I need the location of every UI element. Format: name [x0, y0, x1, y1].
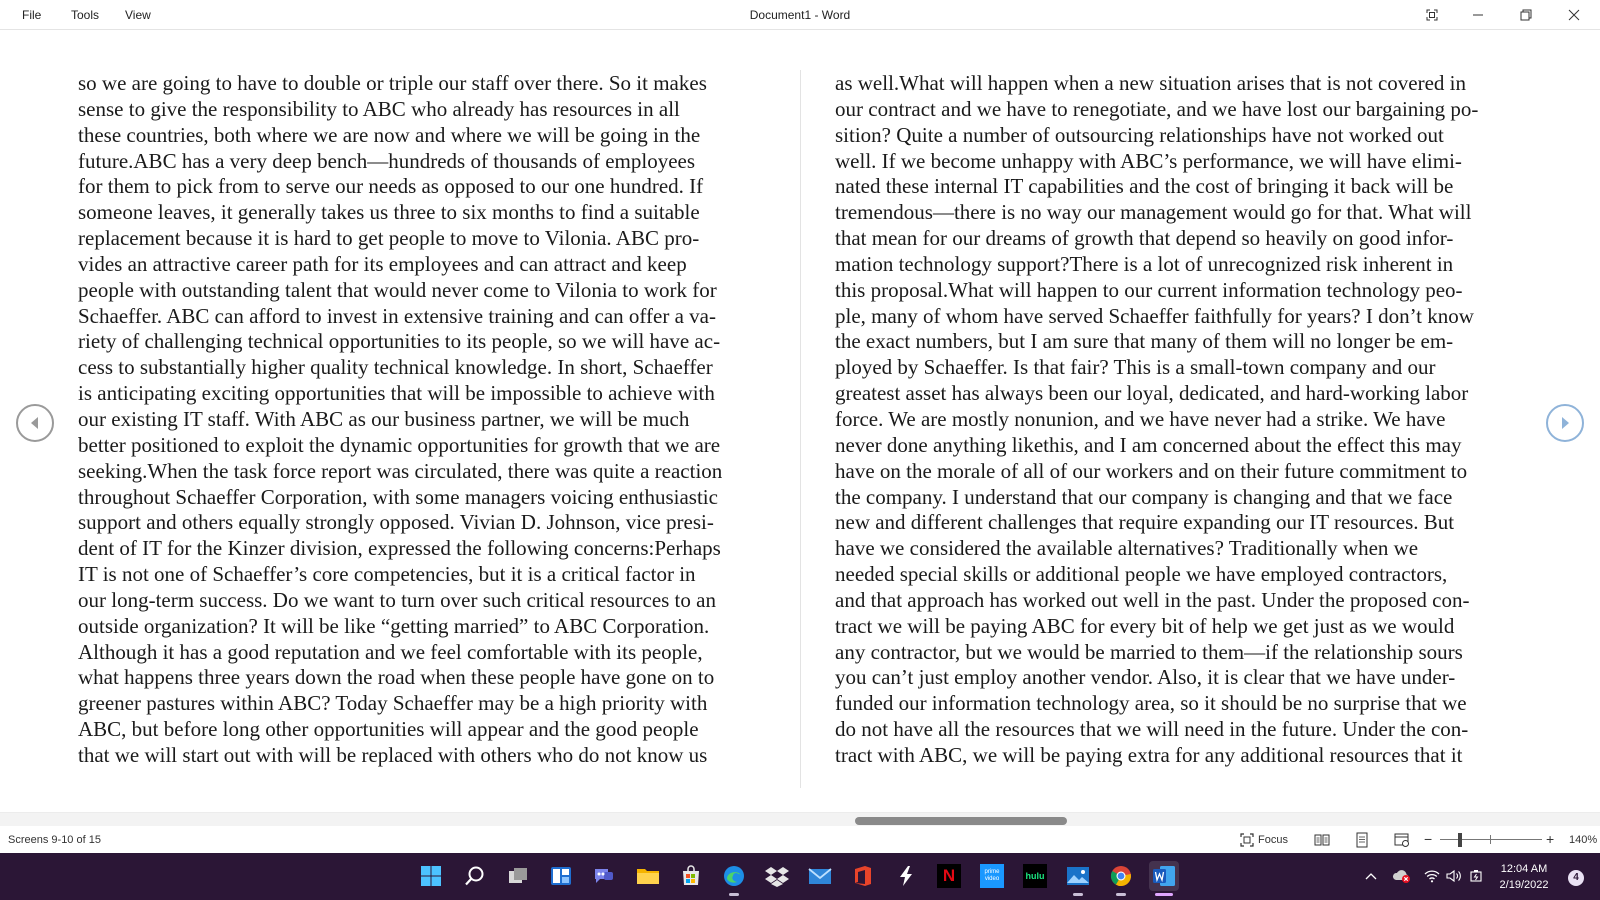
- text-line: that we will start out with will be replaced with others who do not know us: [78, 742, 708, 767]
- text-line: vides an attractive career path for its employees and can attract and keep: [78, 251, 687, 276]
- running-indicator: [729, 893, 739, 896]
- horizontal-scrollbar[interactable]: [0, 812, 1600, 826]
- zoom-out-button[interactable]: −: [1424, 831, 1433, 847]
- text-line: our existing IT staff. With ABC as our business partner, we will be much: [78, 406, 690, 431]
- text-line: these countries, both where we are now and where we will be going in the: [78, 122, 701, 147]
- focus-icon: [1240, 833, 1254, 847]
- mail-button[interactable]: [805, 861, 835, 891]
- prime-video-button[interactable]: [977, 861, 1007, 891]
- text-line: the company. I understand that our company is changing and that we face: [835, 484, 1453, 509]
- zoom-slider-thumb[interactable]: [1458, 833, 1462, 847]
- text-line: future.ABC has a very deep bench—hundreds of thousands of employees: [78, 148, 696, 173]
- text-line: riety of challenging technical opportunities to its people, so we will have ac-: [78, 329, 721, 354]
- window-title: Document1 - Word: [749, 8, 851, 22]
- edge-icon: [722, 864, 746, 888]
- text-line: well. If we become unhappy with ABC’s performance, we will have elimi-: [835, 148, 1462, 173]
- text-line: so we are going to have to double or triple our staff over there. So it makes: [78, 71, 707, 95]
- text-line: and that approach has worked out well in the past. Under the proposed con-: [835, 587, 1470, 612]
- zoom-slider-track[interactable]: [1440, 839, 1542, 840]
- battery-charging-icon: [1468, 869, 1484, 883]
- text-line: sense to give the responsibility to ABC who already has resources in all: [78, 96, 680, 121]
- fullscreen-icon: [1426, 9, 1438, 21]
- speaker-icon: [1446, 869, 1462, 883]
- netflix-button[interactable]: [934, 861, 964, 891]
- text-line: ployed by Schaeffer. Is that fair? This is a small-town company and our: [835, 355, 1436, 380]
- fullscreen-button[interactable]: [1409, 0, 1455, 30]
- chrome-button[interactable]: [1106, 861, 1136, 891]
- search-button[interactable]: [460, 861, 490, 891]
- prime-video-icon: prime video: [980, 864, 1004, 888]
- page-column-left: [78, 71, 768, 771]
- chat-icon: [593, 865, 615, 887]
- text-line: for them to pick from to serve our needs as opposed to our one hundred. If: [78, 174, 704, 199]
- lightning-icon: [896, 865, 916, 887]
- text-line: you can’t just employ another vendor. Also, it is clear that we have under-: [835, 665, 1456, 690]
- page-icon: [1355, 832, 1369, 848]
- system-clock[interactable]: [1484, 861, 1564, 893]
- text-line: better positioned to exploit the dynamic opportunities for growth that we are: [78, 432, 721, 457]
- web-layout-icon: [1394, 832, 1410, 848]
- word-icon: [1152, 865, 1176, 887]
- zoom-slider-midmark: [1490, 835, 1491, 844]
- text-line: is anticipating exciting opportunities that will be impossible to achieve with: [78, 381, 715, 406]
- print-layout-button[interactable]: [1353, 831, 1371, 849]
- text-line: that mean for our dreams of growth that depend so heavily on good infor-: [835, 226, 1454, 251]
- text-line: needed special skills or additional people we have employed contractors,: [835, 562, 1448, 587]
- menu-view[interactable]: View: [125, 8, 151, 22]
- close-button[interactable]: [1551, 0, 1597, 30]
- minimize-icon: [1472, 9, 1484, 21]
- start-button[interactable]: [416, 861, 446, 891]
- hulu-button[interactable]: [1020, 861, 1050, 891]
- notification-badge[interactable]: 4: [1568, 870, 1584, 886]
- taskbar: [0, 853, 1600, 900]
- office-button[interactable]: [848, 861, 878, 891]
- text-line: Although it has a good reputation and we feel comfortable with its people,: [78, 639, 703, 664]
- clock-date: 2/19/2022: [1499, 879, 1549, 891]
- text-line: mation technology support?There is a lot of unrecognized risk inherent in: [835, 251, 1454, 276]
- running-indicator: [1073, 893, 1083, 896]
- widgets-button[interactable]: [546, 861, 576, 891]
- clock-time: 12:04 AM: [1500, 863, 1548, 875]
- minimize-button[interactable]: [1455, 0, 1501, 30]
- text-line: the exact numbers, but I am sure that many of them will no longer be em-: [835, 329, 1454, 354]
- cloud-error-icon: [1392, 868, 1412, 884]
- text-line: force. We are mostly nonunion, and we have never had a strike. We have: [835, 406, 1446, 431]
- widgets-icon: [550, 865, 572, 887]
- triangle-right-icon: [1559, 416, 1571, 430]
- photos-icon: [1066, 865, 1090, 887]
- edge-button[interactable]: [719, 861, 749, 891]
- netflix-icon: N: [937, 864, 961, 888]
- text-line: tremendous—there is no way our management would go for that. What will: [835, 200, 1472, 225]
- text-line: ABC, but before long other opportunities will appear and the good people: [78, 717, 699, 742]
- windows-logo-icon: [420, 865, 442, 887]
- focus-label: Focus: [1258, 834, 1288, 846]
- folder-icon: [636, 865, 660, 887]
- reading-view: [0, 30, 1600, 810]
- wifi-icon: [1424, 869, 1440, 883]
- hulu-icon: hulu: [1023, 864, 1047, 888]
- triangle-left-icon: [29, 416, 41, 430]
- task-view-icon: [507, 865, 529, 887]
- column-divider: [800, 70, 801, 788]
- word-button[interactable]: [1149, 861, 1179, 891]
- text-line: our contract and we have to renegotiate, and we have lost our bargaining po-: [835, 96, 1479, 121]
- text-line: Schaeffer. ABC can afford to invest in extensive training and can offer a va-: [78, 303, 716, 328]
- text-line: what happens three years down the road when these people have gone on to: [78, 665, 715, 690]
- office-icon: [853, 865, 873, 887]
- text-line: throughout Schaeffer Corporation, with some managers voicing enthusiastic: [78, 484, 718, 509]
- restore-button[interactable]: [1503, 0, 1549, 30]
- photos-button[interactable]: [1063, 861, 1093, 891]
- text-line: funded our information technology area, so it should be no surprise that we: [835, 691, 1467, 716]
- text-line: nated these internal IT capabilities and the cost of bringing it back will be: [835, 174, 1454, 199]
- text-line: dent of IT for the Kinzer division, expressed the following concerns:Perhaps: [78, 536, 721, 561]
- text-line: any contractor, but we would be married to them—if the relationship sours: [835, 639, 1463, 664]
- dropbox-button[interactable]: [762, 861, 792, 891]
- search-icon: [464, 865, 486, 887]
- focus-mode-button[interactable]: [1240, 830, 1288, 850]
- wifi-tray-button[interactable]: [1421, 865, 1443, 887]
- previous-screen-button[interactable]: [16, 404, 54, 442]
- text-line: greener pastures within ABC? Today Schaeffer may be a high priority with: [78, 691, 708, 716]
- text-line: replacement because it is hard to get people to move to Vilonia. ABC pro-: [78, 226, 700, 251]
- store-icon: [680, 865, 702, 887]
- menu-file[interactable]: File: [22, 8, 42, 22]
- web-layout-button[interactable]: [1393, 831, 1411, 849]
- text-line: tract we will be paying ABC for every bit of help we get just as we would: [835, 613, 1455, 638]
- text-line: outside organization? It will be like “getting married” to ABC Corporation.: [78, 613, 710, 638]
- active-indicator: [1155, 893, 1173, 896]
- text-line: someone leaves, it generally takes us three to six months to find a suitable: [78, 200, 700, 225]
- zoom-in-button[interactable]: +: [1546, 831, 1555, 847]
- text-line: do not have all the resources that we will need in the future. Under the con-: [835, 717, 1469, 742]
- file-explorer-button[interactable]: [633, 861, 663, 891]
- chevron-up-icon: [1365, 872, 1377, 880]
- text-line: this proposal.What will happen to our current information technology peo-: [835, 277, 1463, 302]
- restore-icon: [1520, 9, 1532, 21]
- show-hidden-icons-button[interactable]: [1360, 865, 1382, 887]
- task-view-button[interactable]: [503, 861, 533, 891]
- text-line: as well.What will happen when a new situation arises that is not covered in: [835, 71, 1466, 95]
- text-line: new and different challenges that require expanding our IT resources. But: [835, 510, 1455, 535]
- text-line: ple, many of whom have served Schaeffer faithfully for years? I don’t know: [835, 303, 1474, 328]
- scrollbar-thumb[interactable]: [855, 817, 1067, 825]
- zoom-level[interactable]: 140%: [1569, 834, 1598, 846]
- volume-tray-button[interactable]: [1443, 865, 1465, 887]
- menu-tools[interactable]: Tools: [71, 8, 100, 22]
- screen-count: Screens 9-10 of 15: [8, 834, 101, 846]
- text-line: greatest asset has always been our loyal, dedicated, and hard-working labor: [835, 381, 1469, 406]
- app-s-button[interactable]: [891, 861, 921, 891]
- chrome-icon: [1109, 864, 1133, 888]
- text-line: never done anything likethis, and I am concerned about the effect this may: [835, 432, 1462, 457]
- running-indicator: [1116, 893, 1126, 896]
- title-bar: [0, 0, 1600, 30]
- text-line: seeking.When the task force report was circulated, there was quite a reaction: [78, 458, 723, 483]
- close-icon: [1568, 9, 1580, 21]
- text-line: have on the morale of all of our workers and on their future commitment to: [835, 458, 1468, 483]
- read-mode-button[interactable]: [1313, 831, 1331, 849]
- text-line: our long-term success. Do we want to turn over such critical resources to an: [78, 587, 716, 612]
- text-line: support and others equally strongly opposed. Vivian D. Johnson, vice presi-: [78, 510, 714, 535]
- mail-icon: [808, 866, 832, 886]
- book-icon: [1314, 833, 1330, 847]
- text-line: people with outstanding talent that would never come to Vilonia to work for: [78, 277, 717, 302]
- next-screen-button[interactable]: [1546, 404, 1584, 442]
- cloud-sync-tray-button[interactable]: [1391, 865, 1413, 887]
- dropbox-icon: [765, 865, 789, 887]
- page-column-right: [835, 71, 1525, 771]
- text-line: sition? Quite a number of outsourcing relationships have not worked out: [835, 122, 1444, 147]
- text-line: cess to substantially higher quality technical knowledge. In short, Schaeffer: [78, 355, 713, 380]
- text-line: have we considered the available alternatives? Traditionally when we: [835, 536, 1419, 561]
- teams-chat-button[interactable]: [589, 861, 619, 891]
- microsoft-store-button[interactable]: [676, 861, 706, 891]
- text-line: IT is not one of Schaeffer’s core competencies, but it is a critical factor in: [78, 562, 696, 587]
- text-line: tract with ABC, we will be paying extra for any additional resources that it: [835, 742, 1463, 767]
- status-bar: [0, 827, 1600, 853]
